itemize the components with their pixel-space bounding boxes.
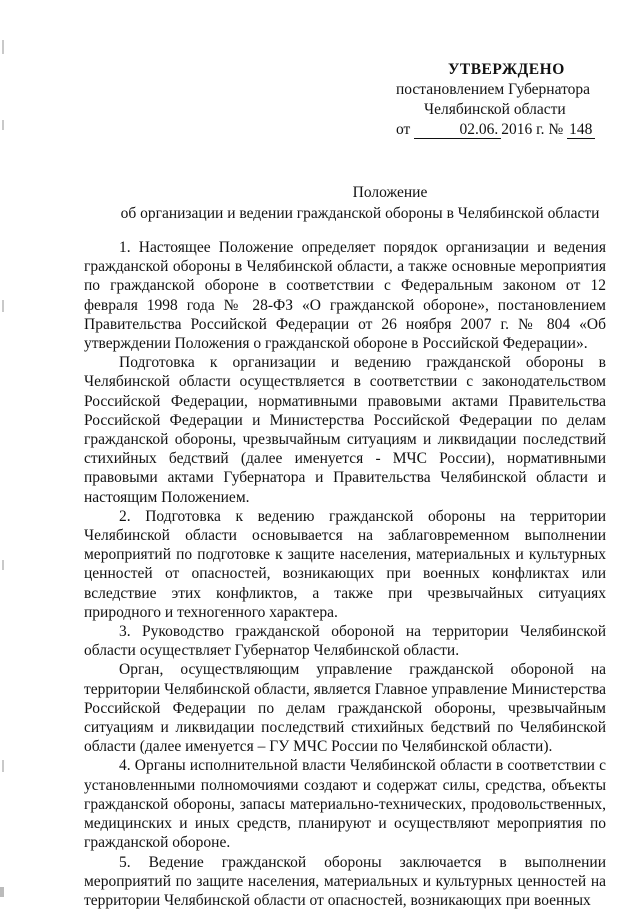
approval-stamp-block [380, 60, 620, 140]
approval-year: 2016 г. [501, 121, 544, 138]
paragraph: Подготовка к организации и ведению гражданской обороны в Челябинской области осуществляется в соответствии с законодательством Российской Федерации, нормативными правовыми актами Правительства Российской Федерации и Министерства Российской Федерации по делам гражданской обороны, чрезвычайным ситуациям и ликвидации последствий стихийных бедствий (далее именуется - МЧС России), нормативными правовыми актами Губернатора и Правительства Челябинской области и настоящим Положением. [84, 353, 606, 507]
approval-line-2: Челябинской области [380, 100, 620, 120]
paragraph: 3. Руководство гражданской обороной на территории Челябинской области осуществляет Губернатор Челябинской области. [84, 622, 606, 660]
scan-edge-mark [0, 887, 4, 897]
scan-edge-mark [2, 120, 4, 130]
approval-date-line [380, 120, 620, 140]
document-title [90, 182, 630, 224]
scan-edge-mark [2, 560, 4, 570]
approval-heading: УТВЕРЖДЕНО [408, 60, 620, 80]
scan-edge-mark [2, 760, 4, 772]
from-label: от [396, 121, 410, 138]
title-line-1: Положение [90, 182, 630, 203]
paragraph: 4. Органы исполнительной власти Челябинской области в соответствии с установленными полномочиями создают и содержат силы, средства, объекты гражданской обороны, запасы материально-технических, продовольственных, медицинских и иных средств, планируют и осуществляют мероприятия по гражданской обороне. [84, 756, 606, 852]
approval-line-1: постановлением Губернатора [380, 80, 620, 100]
paragraph: Орган, осуществляющим управление гражданской обороной на территории Челябинской области, является Главное управление Министерства Российской Федерации по делам гражданской обороны, чрезвычайным ситуациям и ликвидации последствий стихийных бедствий по Челябинской области (далее именуется – ГУ МЧС России по Челябинской области). [84, 660, 606, 756]
approval-number: 148 [567, 122, 595, 139]
document-body [84, 238, 606, 910]
paragraph: 2. Подготовка к ведению гражданской обороны на территории Челябинской области основывается на заблаговременном выполнении мероприятий по подготовке к защите населения, материальных и культурных ценностей от опасностей, возникающих при военных конфликтах или вследствие этих конфликтов, а также при чрезвычайных ситуациях природного и техногенного характера. [84, 507, 606, 622]
scan-edge-mark [2, 40, 4, 54]
number-label: № [548, 121, 563, 138]
paragraph: 1. Настоящее Положение определяет порядок организации и ведения гражданской обороны в Челябинской области, а также основные мероприятия по гражданской обороне в соответствии с Федеральным законом от 12 февраля 1998 года № 28-ФЗ «О гражданской обороне», постановлением Правительства Российской Федерации от 26 ноября 2007 г. № 804 «Об утверждении Положения о гражданской обороне в Российской Федерации». [84, 238, 606, 353]
title-line-2: об организации и ведении гражданской обороны в Челябинской области [90, 203, 630, 224]
paragraph: 5. Ведение гражданской обороны заключается в выполнении мероприятий по защите населения, материальных и культурных ценностей на территории Челябинской области от опасностей, возникающих при военных [84, 853, 606, 910]
approval-date: 02.06. [414, 122, 501, 139]
scan-edge-mark [2, 300, 4, 312]
